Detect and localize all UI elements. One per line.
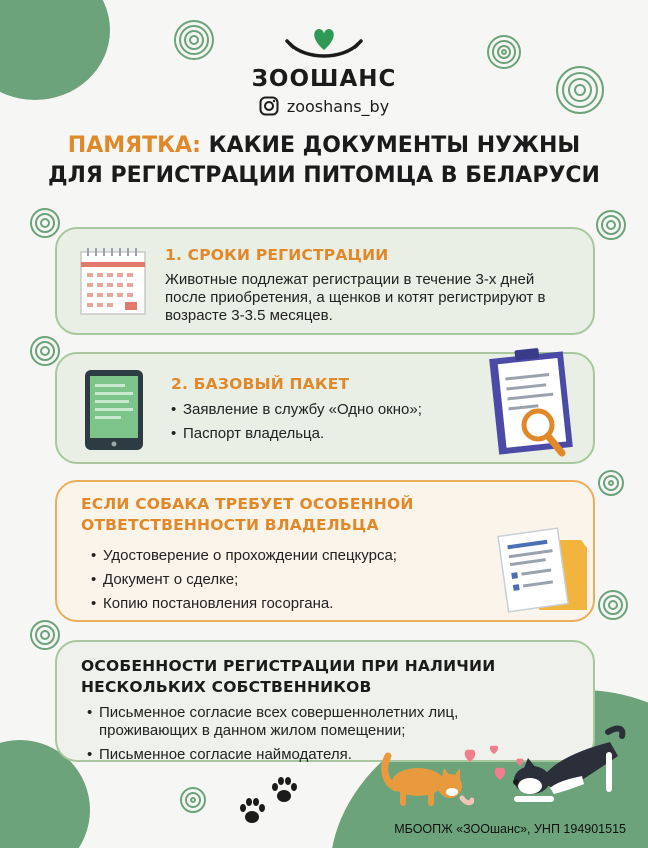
title-accent: ПАМЯТКА:: [67, 133, 201, 158]
list-item: • Заявление в службу «Одно окно»;: [171, 401, 491, 419]
dog-illustration-icon: [510, 722, 628, 808]
swirl-decoration: [596, 588, 630, 622]
page-title: [0, 131, 648, 191]
swirl-decoration: [28, 206, 62, 240]
section-title-line: ОТВЕТСТВЕННОСТИ ВЛАДЕЛЬЦА: [81, 516, 379, 534]
swirl-decoration: [28, 618, 62, 652]
swirl-decoration: [178, 785, 208, 815]
footer-org-info: МБООПЖ «ЗООшанс», УНП 194901515: [394, 822, 626, 836]
tablet-icon: [83, 368, 145, 452]
clipboard-magnifier-icon: [488, 345, 582, 463]
calendar-icon: [79, 246, 149, 318]
section-title-line: ОСОБЕННОСТИ РЕГИСТРАЦИИ ПРИ НАЛИЧИИ: [81, 657, 496, 675]
section-title: [81, 656, 495, 698]
section-title-line: НЕСКОЛЬКИХ СОБСТВЕННИКОВ: [81, 678, 372, 696]
section-title: [81, 494, 414, 536]
brand-name: ЗООШАНС: [251, 66, 397, 92]
section-title: 1. СРОКИ РЕГИСТРАЦИИ: [165, 246, 389, 264]
cat-illustration-icon: [378, 748, 474, 810]
swirl-decoration: [596, 468, 626, 498]
section-card-special-responsibility: [55, 480, 595, 622]
section-list: [171, 401, 491, 449]
heart-smile-logo-icon: [284, 24, 364, 60]
section-title: 2. БАЗОВЫЙ ПАКЕТ: [171, 375, 350, 393]
list-item: • Документ о сделке;: [91, 571, 471, 589]
documents-folder-icon: [495, 522, 591, 618]
section-card-registration-terms: [55, 227, 595, 335]
instagram-handle: zooshans_by: [286, 96, 390, 116]
list-item: • Паспорт владельца.: [171, 425, 491, 443]
title-line1: КАКИЕ ДОКУМЕНТЫ НУЖНЫ: [208, 133, 581, 158]
paw-print-icon: [270, 775, 298, 805]
swirl-decoration: [594, 208, 628, 242]
list-item: • Письменное согласие наймодателя.: [87, 746, 467, 764]
header: [0, 24, 648, 116]
paw-print-icon: [238, 796, 266, 826]
list-item: • Письменное согласие всех совершеннолетних лиц, проживающих в данном жилом помещении;: [87, 704, 467, 740]
list-item: • Копию постановления госоргана.: [91, 595, 471, 613]
instagram-icon: [259, 96, 279, 116]
list-item: • Удостоверение о прохождении спецкурса;: [91, 547, 471, 565]
instagram-row: [0, 96, 648, 116]
title-line2: ДЛЯ РЕГИСТРАЦИИ ПИТОМЦА В БЕЛАРУСИ: [48, 163, 600, 188]
section-title-line: ЕСЛИ СОБАКА ТРЕБУЕТ ОСОБЕННОЙ: [81, 495, 414, 513]
section-list: [91, 547, 471, 619]
section-text: Животные подлежат регистрации в течение 3-х дней после приобретения, а щенков и котят регистрируют в возрасте 3-3.5 месяцев.: [165, 271, 546, 324]
